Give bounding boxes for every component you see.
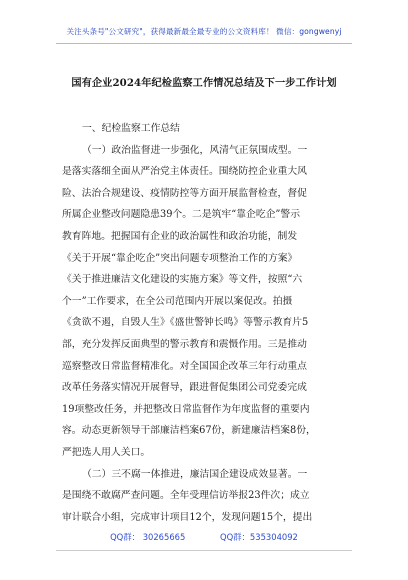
header-banner: 关注头条号"公文研究"，获得最新最全最专业的公文资料库！ 微信：gongwenyj [66,27,342,36]
header-divider [56,43,352,44]
paragraph-line: 19项整改任务，并把整改日常监督作为年度监督的重要内 [62,403,310,415]
paragraph-line: 《关于推进廉洁文化建设的实施方案》等文件，按照“六 [62,274,303,286]
paragraph-line: 《关于开展“靠企吃企”突出问题专项整治工作的方案》 [62,252,298,264]
document-title: 国有企业2024年纪检监察工作情况总结及下一步工作计划 [71,77,337,89]
paragraph-line: 严把选人用人关口。 [62,446,151,458]
paragraph-line: 是围绕不敢腐严查问题。全年受理信访举报23件次；成立 [62,490,310,502]
paragraph-line: （一）政治监督进一步强化，风清气正氛围成型。一 [82,144,308,156]
paragraph-line: 改革任务落实情况开展督导，跟进督促集团公司党委完成 [62,382,307,394]
document-body [62,118,348,528]
footer-divider [56,550,352,551]
paragraph-line: 巡察整改日常监督精准化。对全国国企改革三年行动重点 [62,360,307,372]
footer-qq-group-1: QQ群： 30265665 [110,532,186,542]
paragraph-line: （二）三不腐一体推进，廉洁国企建设成效显著。一 [82,468,308,480]
footer-qq-group-2: QQ群：535304092 [220,532,298,542]
paragraph-line: 所属企业整改问题隐患39个。二是筑牢“靠企吃企”警示 [62,209,301,221]
paragraph-line: 教育阵地。把握国有企业的政治属性和政治功能，制发 [62,230,298,242]
paragraph-line: 是落实落细全面从严治党主体责任。围绕防控企业重大风 [62,166,307,178]
section-heading: 一、纪检监察工作总结 [82,123,180,134]
paragraph-line: 容。动态更新领导干部廉洁档案67份，新建廉洁档案8份， [62,425,316,437]
paragraph-line: 个一”工作要求，在全公司范围内开展以案促改。拍摄 [62,295,293,307]
footer-contact [0,531,408,543]
paragraph-line: 险、法治合规建设、疫情防控等方面开展监督检查，督促 [62,187,307,199]
paragraph-line: 《贪欲不遏，自毁人生》《盛世警钟长鸣》等警示教育片5 [62,317,309,329]
paragraph-line: 部，充分发挥反面典型的警示教育和震慑作用。三是推动 [62,338,307,350]
paragraph-line: 审计联合小组，完成审计项目12个，发现问题15个，提出 [62,511,313,523]
